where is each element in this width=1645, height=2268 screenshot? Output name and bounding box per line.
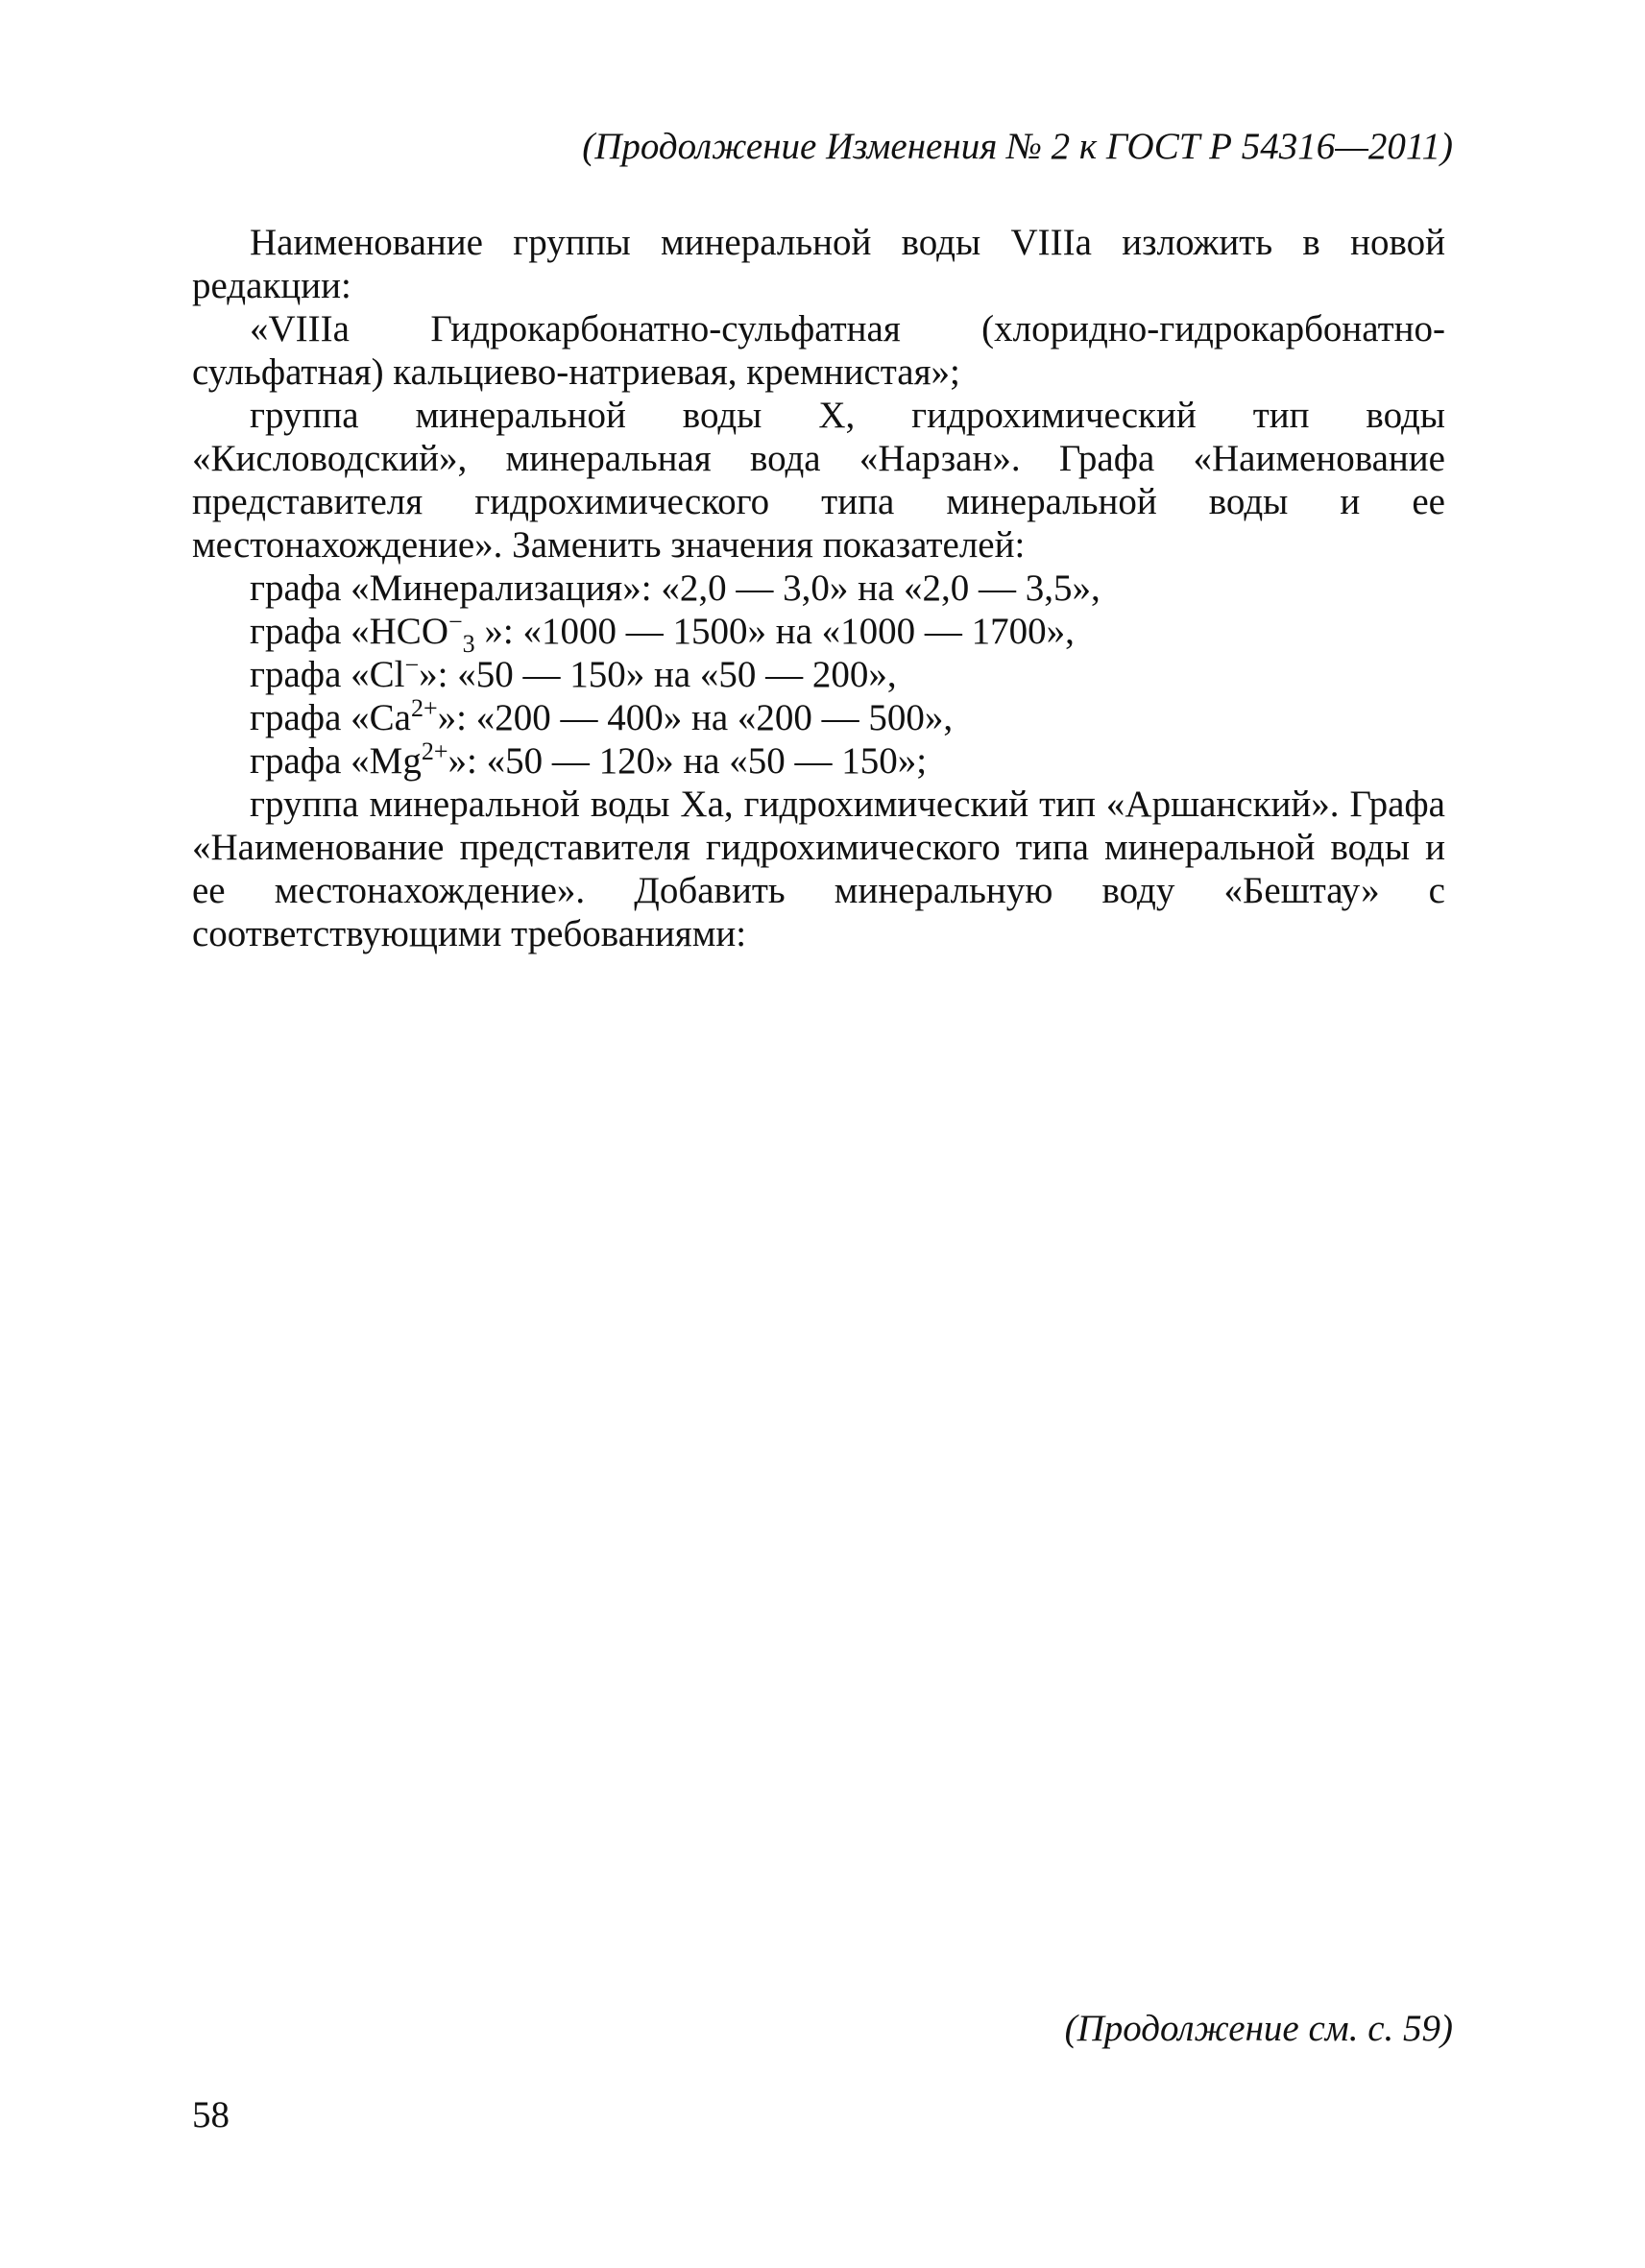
document-body [192, 221, 1445, 955]
page-number: 58 [192, 2094, 230, 2135]
item-ca-prefix: графа «Ca [250, 697, 411, 738]
item-mg-suffix: »: «50 — 120» на «50 — 150»; [448, 740, 928, 782]
continuation-header: (Продолжение Изменения № 2 к ГОСТ Р 54316—2011) [582, 126, 1453, 167]
item-cl-suffix: »: «50 — 150» на «50 — 200», [419, 654, 897, 695]
item-cl-charge: − [404, 651, 420, 679]
item-hco3-charge: − [448, 608, 463, 636]
item-cl [192, 653, 1445, 696]
item-mg-charge: 2+ [421, 737, 448, 765]
item-mg-prefix: графа «Mg [250, 740, 422, 782]
continuation-footer: (Продолжение см. с. 59) [1064, 2008, 1453, 2049]
paragraph-group-x: группа минеральной воды X, гидрохимический тип воды «Кисловодский», минеральная вода «Нарзан». Графа «Наименование представителя гидрохимического типа минеральной воды и ее местонахождение». Заменить значения показателей: [192, 395, 1445, 566]
item-cl-prefix: графа «Cl [250, 654, 405, 695]
paragraph-group-viiia-intro: Наименование группы минеральной воды VIIIa изложить в новой редакции: [192, 222, 1445, 306]
item-mg [192, 739, 1445, 783]
item-hco3-index: 3 [462, 629, 475, 658]
paragraph-group-viiia-new-text: «VIIIa Гидрокарбонатно-сульфатная (хлоридно-гидрокарбонатно-сульфатная) кальциево-натриевая, кремнистая»; [192, 308, 1445, 393]
item-ca [192, 696, 1445, 739]
item-hco3-suffix: »: «1000 — 1500» на «1000 — 1700», [474, 611, 1075, 652]
item-hco3 [192, 608, 1445, 658]
item-hco3-prefix: графа «HCO [250, 611, 448, 652]
paragraph-group-xa: группа минеральной воды Xa, гидрохимический тип «Аршанский». Графа «Наименование представителя гидрохимического типа минеральной воды и ее местонахождение». Добавить минеральную воду «Бештау» с соответствующими требованиями: [192, 784, 1445, 954]
item-mineralization: графа «Минерализация»: «2,0 — 3,0» на «2,0 — 3,5», [250, 567, 1101, 609]
item-ca-charge: 2+ [410, 694, 438, 722]
item-ca-suffix: »: «200 — 400» на «200 — 500», [437, 697, 954, 738]
